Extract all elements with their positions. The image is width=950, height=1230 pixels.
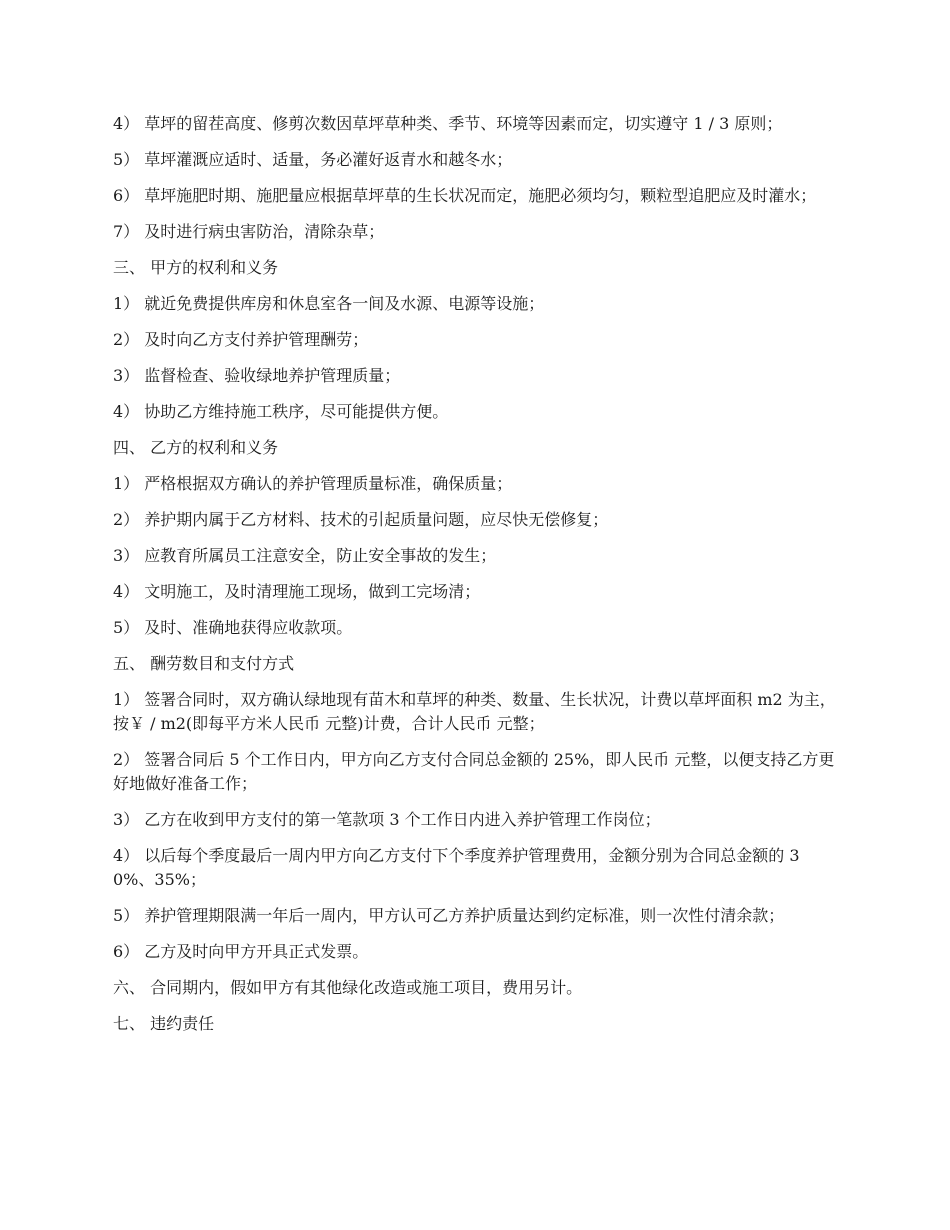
clause-5-irrigation: 5） 草坪灌溉应适时、适量，务必灌好返青水和越冬水； <box>113 150 513 169</box>
section-4-heading: 四、 乙方的权利和义务 <box>113 438 279 457</box>
section-5-item-1: 1） 签署合同时，双方确认绿地现有苗木和草坪的种类、数量、生长状况，计费以草坪面积 m2 为主，按￥ / m2(即每平方米人民币 元整)计费，合计人民币 元整； <box>113 690 836 733</box>
section-5-item-5: 5） 养护管理期限满一年后一周内，甲方认可乙方养护质量达到约定标准，则一次性付清余款； <box>113 906 785 925</box>
section-5-item-4: 4） 以后每个季度最后一周内甲方向乙方支付下个季度养护管理费用，金额分别为合同总金额的 30%、35%； <box>113 846 800 889</box>
clause-7-pest-control: 7） 及时进行病虫害防治，清除杂草； <box>113 222 385 241</box>
clause-4-mowing: 4） 草坪的留茬高度、修剪次数因草坪草种类、季节、环境等因素而定，切实遵守 1 / 3 原则； <box>113 114 783 133</box>
clause-6-fertilizing: 6） 草坪施肥时期、施肥量应根据草坪草的生长状况而定，施肥必须均匀，颗粒型追肥应及时灌水； <box>113 186 817 205</box>
section-4-item-4: 4） 文明施工，及时清理施工现场，做到工完场清； <box>113 582 481 601</box>
section-7-heading: 七、 违约责任 <box>113 1014 215 1033</box>
section-6-heading: 六、 合同期内，假如甲方有其他绿化改造或施工项目，费用另计。 <box>113 978 583 997</box>
section-3-item-3: 3） 监督检查、验收绿地养护管理质量； <box>113 366 401 385</box>
section-3-item-2: 2） 及时向乙方支付养护管理酬劳； <box>113 330 369 349</box>
section-4-item-2: 2） 养护期内属于乙方材料、技术的引起质量问题，应尽快无偿修复； <box>113 510 609 529</box>
section-5-heading: 五、 酬劳数目和支付方式 <box>113 654 295 673</box>
section-5-item-2: 2） 签署合同后 5 个工作日内，甲方向乙方支付合同总金额的 25%，即人民币 元整，以便支持乙方更好地做好准备工作； <box>113 750 835 793</box>
section-4-item-5: 5） 及时、准确地获得应收款项。 <box>113 618 353 637</box>
section-5-item-6: 6） 乙方及时向甲方开具正式发票。 <box>113 942 369 961</box>
section-3-heading: 三、 甲方的权利和义务 <box>113 258 279 277</box>
section-3-item-1: 1） 就近免费提供库房和休息室各一间及水源、电源等设施； <box>113 294 545 313</box>
section-3-item-4: 4） 协助乙方维持施工秩序，尽可能提供方便。 <box>113 402 449 421</box>
section-4-item-3: 3） 应教育所属员工注意安全，防止安全事故的发生； <box>113 546 497 565</box>
section-5-item-3: 3） 乙方在收到甲方支付的第一笔款项 3 个工作日内进入养护管理工作岗位； <box>113 810 661 829</box>
section-4-item-1: 1） 严格根据双方确认的养护管理质量标准，确保质量； <box>113 474 513 493</box>
